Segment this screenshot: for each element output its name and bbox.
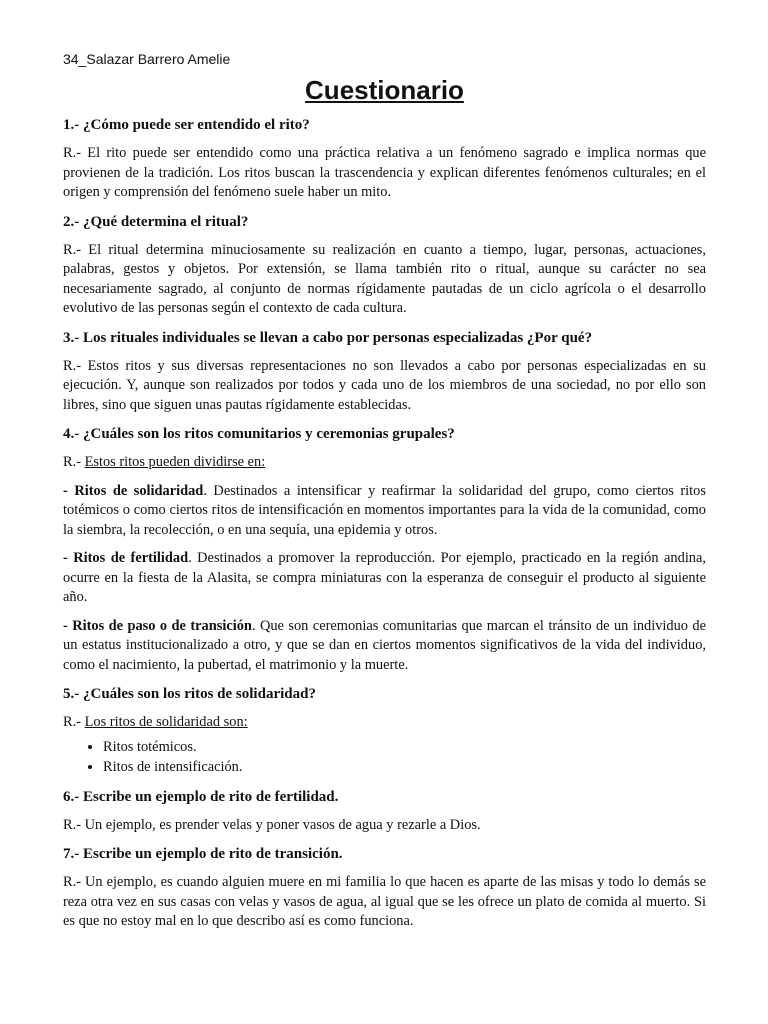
question-7: 7.- Escribe un ejemplo de rito de transición.: [63, 846, 343, 862]
question-3: 3.- Los rituales individuales se llevan a cabo por personas especializadas ¿Por qué?: [63, 329, 593, 346]
rite-term: - Ritos de fertilidad: [63, 550, 189, 566]
question-2: 2.- ¿Qué determina el ritual?: [63, 213, 249, 230]
answer-5-intro: [63, 713, 706, 733]
answer-prefix: R.-: [63, 454, 85, 470]
rite-description: . Que son ceremonias comunitarias que marcan el tránsito de un individuo de un estatus institucionalizado a otro, y que se dan en ciertos momentos significativos de la vida del individuo, como el nacimiento, la pubertad, el matrimonio y la muerte.: [63, 617, 707, 673]
answer-7: R.- Un ejemplo, es cuando alguien muere en mi familia lo que hacen es aparte de las misas y todo lo demás se reza otra vez en sus casas con velas y vasos de agua, al igual que se les ofrece un plato de comida al muerto. Si es que no estoy mal en lo que describo así es como funciona.: [63, 874, 706, 929]
rite-description: . Destinados a intensificar y reafirmar la solidaridad del grupo, como ciertos ritos totémicos o como ciertos ritos de intensificación en momentos importantes para la vida de la comunidad, como la siembra, la recolección, o en una sequía, una epidemia y otros.: [63, 482, 706, 538]
document-title: Cuestionario: [305, 75, 464, 105]
question-4: 4.- ¿Cuáles son los ritos comunitarios y ceremonias grupales?: [63, 426, 455, 442]
answer-1: R.- El rito puede ser entendido como una práctica relativa a un fenómeno sagrado e implica normas que provienen de la tradición. Los ritos buscan la trascendencia y explican diferentes fenómenos culturales; en el origen y comprensión del fenómeno suele haber un mito.: [63, 145, 706, 200]
answer-4-underlined: Estos ritos pueden dividirse en:: [84, 454, 266, 470]
answer-3: R.- Estos ritos y sus diversas representaciones no son llevados a cabo por personas especializadas en su ejecución. Y, aunque son realizados por todos y cada uno de los miembros de una sociedad, no por ello son libres, sino que siguen unas pautas rígidamente establecidas.: [63, 357, 706, 413]
list-item: • Ritos de intensificación.: [103, 757, 706, 777]
list-item: • Ritos totémicos.: [103, 737, 706, 757]
answer-5-underlined: Los ritos de solidaridad son:: [84, 714, 248, 730]
question-6: 6.- Escribe un ejemplo de rito de fertilidad.: [63, 788, 339, 805]
rite-description: . Destinados a promover la reproducción. Por ejemplo, practicado en la región andina, ocurre en la fiesta de la Alasita, se compra miniaturas con la esperanza de conseguir el producto al siguiente año.: [63, 550, 706, 605]
answer-6: R.- Un ejemplo, es prender velas y poner vasos de agua y rezarle a Dios.: [63, 816, 481, 833]
author-line: 34_Salazar Barrero Amelie: [63, 51, 231, 67]
question-5: 5.- ¿Cuáles son los ritos de solidaridad?: [63, 686, 316, 702]
answer-2: R.- El ritual determina minuciosamente su realización en cuanto a tiempo, lugar, personas, actuaciones, palabras, gestos y objetos. Por extensión, se llama también rito o ritual, aunque su carácter no sea necesariamente sagrado, al conjunto de normas rígidamente pautadas de un ciclo agrícola o el desarrollo evolutivo de las personas según el contexto de cada cultura.: [63, 241, 706, 316]
rite-term: - Ritos de solidaridad: [63, 482, 204, 499]
solidarity-rites-list: [63, 737, 706, 777]
question-1: 1.- ¿Cómo puede ser entendido el rito?: [63, 117, 310, 133]
answer-prefix: R.-: [63, 714, 85, 730]
answer-4-intro: [63, 453, 706, 473]
rite-fertility: [63, 549, 706, 608]
rite-solidarity: [63, 482, 706, 541]
rite-term: - Ritos de paso o de transición: [63, 617, 252, 634]
rite-transition: [63, 617, 706, 676]
